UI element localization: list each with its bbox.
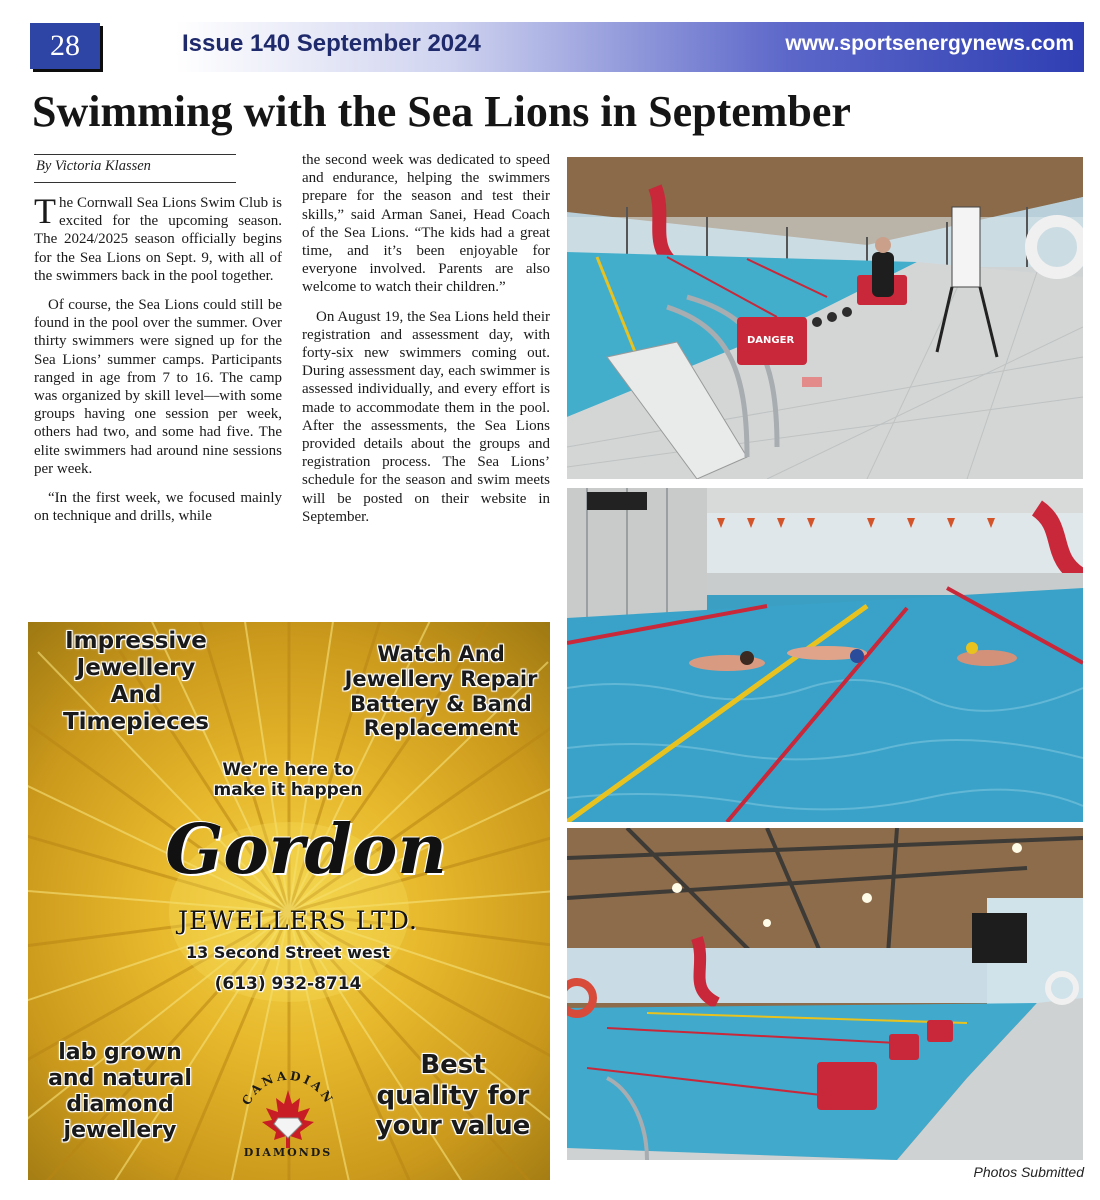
photo-banner-text: DANGER	[747, 335, 795, 346]
canadian-diamonds-badge	[228, 1060, 348, 1170]
drop-cap: T	[34, 191, 56, 231]
paragraph-1	[34, 191, 282, 285]
photo-pool-deck	[567, 157, 1083, 479]
ad-brand-subtitle: JEWELLERS LTD.	[178, 906, 418, 935]
ad-text-best-quality: Best quality for your value	[375, 1050, 531, 1142]
ad-phone[interactable]: (613) 932-8714	[214, 974, 362, 994]
article-headline: Swimming with the Sea Lions in September	[32, 87, 851, 136]
paragraph-3: “In the first week, we focused mainly on technique and drills, while	[34, 490, 282, 525]
page-number: 28	[30, 23, 100, 69]
ad-address: 13 Second Street west	[186, 943, 390, 962]
ad-tagline: We’re here to make it happen	[213, 760, 363, 801]
byline-rule-bottom	[34, 182, 236, 183]
paragraph-4: the second week was dedicated to speed and endurance, helping the swimmers prepare for the season and test their skills,” said Arman Sanei, Head Coach of the Sea Lions. “The kids had a great time, and it’s been enjoyable for everyone involved. Parents are also welcome to watch their children.”	[302, 152, 550, 296]
photo-pool-wide	[567, 828, 1083, 1160]
issue-label: Issue 140 September 2024	[182, 30, 481, 57]
article-column-2	[302, 151, 550, 537]
ad-text-repair: Watch And Jewellery Repair Battery & Band Replacement	[344, 642, 538, 741]
ad-text-lab-grown: lab grown and natural diamond jewellery	[48, 1040, 192, 1143]
byline: By Victoria Klassen	[36, 158, 151, 174]
website-link[interactable]: www.sportsenergynews.com	[785, 32, 1074, 55]
gordon-jewellers-ad	[28, 622, 550, 1180]
article-column-1	[34, 191, 282, 536]
paragraph-1-text: he Cornwall Sea Lions Swim Club is excited for the upcoming season. The 2024/2025 season officially begins for the Sea Lions on Sept. 9, with all of the swimmers back in the pool together.	[34, 195, 282, 284]
ad-brand-name: Gordon	[165, 810, 447, 890]
paragraph-5: On August 19, the Sea Lions held their registration and assessment day, with forty-six new swimmers coming out. During assessment day, each swimmer is assessed individually, and every effort is made to accommodate them in the pool. After the assessments, the Sea Lions provided details about the groups and registration process. The Sea Lions’ schedule for the season and swim meets will be posted on their website in September.	[302, 308, 550, 525]
photo-credit: Photos Submitted	[973, 1164, 1084, 1180]
byline-rule-top	[34, 154, 236, 155]
badge-bottom-text: DIAMONDS	[243, 1146, 333, 1159]
badge-top-text: CANADIAN	[239, 1068, 337, 1108]
ad-text-impressive: Impressive Jewellery And Timepieces	[62, 628, 209, 736]
photo-swimmers-lanes	[567, 488, 1083, 822]
paragraph-2: Of course, the Sea Lions could still be found in the pool over the summer. Over thirty swimmers were signed up for the Sea Lions’ summer camps. Participants ranged in age from 7 to 16. The camp was organized by skill level—with some groups having one session per week, others had two, and some had five. The elite swimmers had around nine sessions per week.	[34, 297, 282, 477]
